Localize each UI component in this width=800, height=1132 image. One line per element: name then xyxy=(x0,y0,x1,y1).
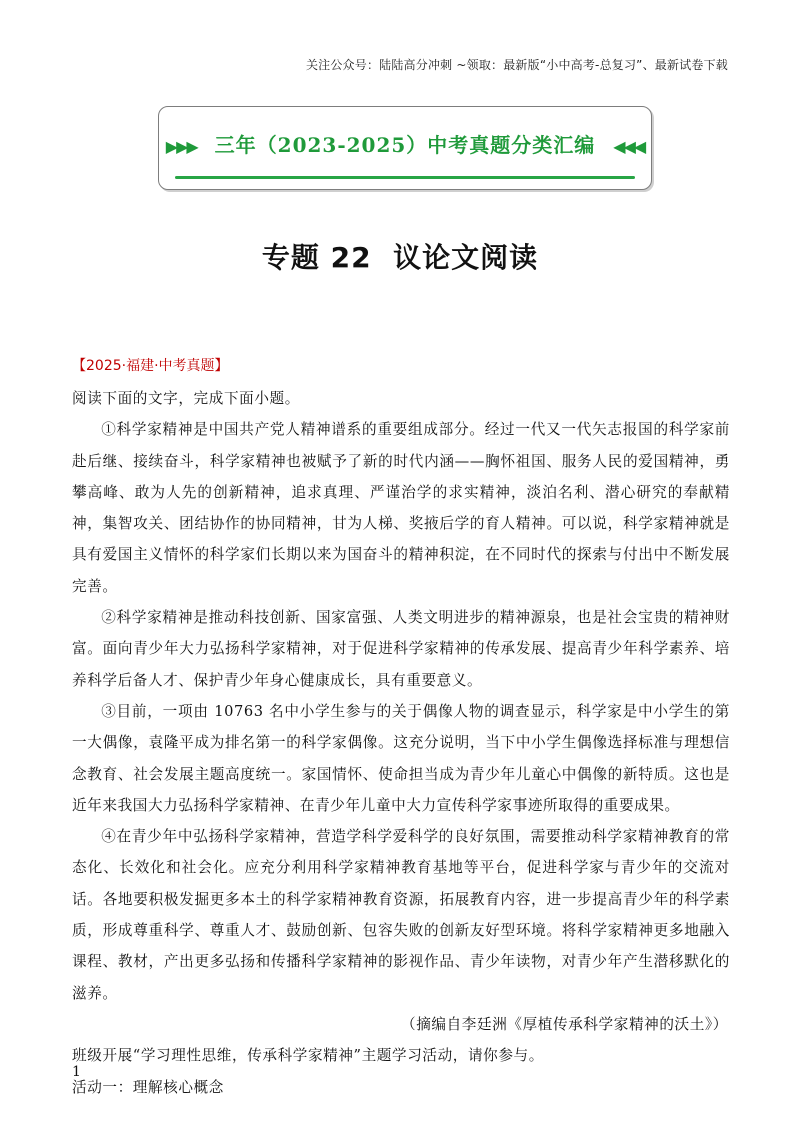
document-body xyxy=(72,355,730,1103)
banner-title-row xyxy=(165,129,645,158)
paragraph-3: ③目前，一项由 10763 名中小学生参与的关于偶像人物的调查显示，科学家是中小学生的第一大偶像，袁隆平成为排名第一的科学家偶像。这充分说明，当下中小学生偶像选择标准与理想信念教育、社会发展主题高度统一。家国情怀、使命担当成为青少年儿童心中偶像的新特质。这也是近年来我国大力弘扬科学家精神、在青少年儿童中大力宣传科学家事迹所取得的重要成果。 xyxy=(72,702,730,814)
instruction: 阅读下面的文字，完成下面小题。 xyxy=(72,390,300,407)
paragraph-1: ①科学家精神是中国共产党人精神谱系的重要组成部分。经过一代又一代矢志报国的科学家前赴后继、接续奋斗，科学家精神也被赋予了新的时代内涵——胸怀祖国、服务人民的爱国精神，勇攀高峰、敢为人先的创新精神，追求真理、严谨治学的求实精神，淡泊名利、潜心研究的奉献精神，集智攻关、团结协作的协同精神，甘为人梯、奖掖后学的育人精神。可以说，科学家精神就是具有爱国主义情怀的科学家们长期以来为国奋斗的精神积淀，在不同时代的探索与付出中不断发展完善。 xyxy=(72,421,730,595)
header-note: 关注公众号：陆陆高分冲刺 ~领取：最新版“小中高考-总复习”、最新试卷下载 xyxy=(305,58,728,72)
series-banner xyxy=(158,106,652,190)
activity-one-heading: 活动一：理解核心概念 xyxy=(72,1078,224,1096)
paragraph-2: ②科学家精神是推动科技创新、国家富强、人类文明进步的精神源泉，也是社会宝贵的精神财富。面向青少年大力弘扬科学家精神，对于促进科学家精神的传承发展、提高青少年科学素养、培养科学后备人才、保护青少年身心健康成长，具有重要意义。 xyxy=(72,609,730,689)
banner-underline xyxy=(175,176,635,179)
source-tag: 【2025·福建·中考真题】 xyxy=(72,358,229,374)
citation: （摘编自李廷洲《厚植传承科学家精神的沃土》） xyxy=(401,1015,728,1033)
paragraph-4: ④在青少年中弘扬科学家精神，营造学科学爱科学的良好氛围，需要推动科学家精神教育的常态化、长效化和社会化。应充分利用科学家精神教育基地等平台，促进科学家与青少年的交流对话。各地要积极发掘更多本土的科学家精神教育资源，拓展教育内容，进一步提高青少年的科学素质，形成尊重科学、尊重人才、鼓励创新、包容失败的创新友好型环境。将科学家精神更多地融入课程、教材，产出更多弘扬和传播科学家精神的影视作品、青少年读物，对青少年产生潜移默化的滋养。 xyxy=(72,828,730,1002)
page-title: 专题 22 议论文阅读 xyxy=(261,241,539,274)
page-number: 1 xyxy=(72,1064,81,1080)
activity-intro: 班级开展“学习理性思维，传承科学家精神”主题学习活动，请你参与。 xyxy=(72,1047,544,1065)
banner-right-arrows-icon: ◀◀◀ xyxy=(613,137,645,156)
banner-title: 三年（2023-2025）中考真题分类汇编 xyxy=(214,133,596,157)
banner-left-arrows-icon: ▶▶▶ xyxy=(165,137,197,156)
